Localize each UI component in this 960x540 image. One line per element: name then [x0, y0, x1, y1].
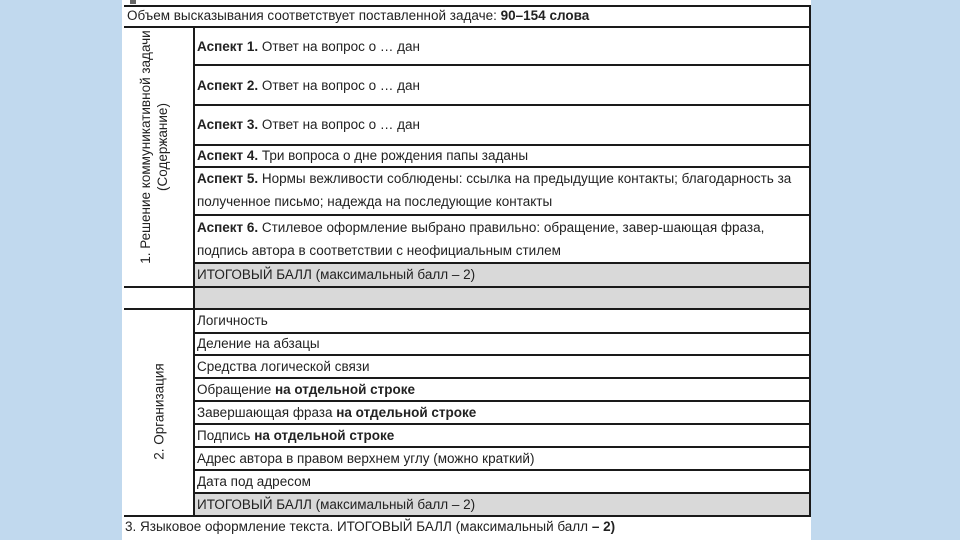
- org-row-signature: Подпись на отдельной строке: [197, 428, 395, 443]
- section3-language-total: 3. Языковое оформление текста. ИТОГОВЫЙ БАЛЛ (максимальный балл – 2): [125, 519, 616, 534]
- grid-line: [124, 286, 811, 288]
- org-row-paragraphs: Деление на абзацы: [197, 336, 320, 351]
- aspect-5: Аспект 5. Нормы вежливости соблюдены: ссылка на предыдущие контакты; благодарность за полученное письмо; надежда на последующие контакты: [197, 171, 792, 209]
- grid-line: [195, 64, 811, 66]
- spacer-shade: [195, 288, 811, 308]
- grid-line: [809, 5, 811, 515]
- aspect-3: Аспект 3. Ответ на вопрос о … дан: [197, 117, 420, 132]
- corner-mark: [130, 0, 136, 4]
- org-row-closing: Завершающая фраза на отдельной строке: [197, 405, 477, 420]
- org-row-greeting: Обращение на отдельной строке: [197, 382, 416, 397]
- org-row-address: Адрес автора в правом верхнем углу (можно краткий): [197, 451, 535, 466]
- section2-total: ИТОГОВЫЙ БАЛЛ (максимальный балл – 2): [197, 497, 476, 512]
- section1-label: 1. Решение коммуникативной задачи (Содержание): [138, 30, 170, 264]
- aspect-2: Аспект 2. Ответ на вопрос о … дан: [197, 78, 420, 93]
- aspect-4: Аспект 4. Три вопроса о дне рождения папы заданы: [197, 148, 529, 163]
- org-row-logic: Логичность: [197, 313, 268, 328]
- header-volume-requirement: Объем высказывания соответствует поставленной задаче: 90–154 слова: [127, 8, 590, 23]
- aspect-6: Аспект 6. Стилевое оформление выбрано правильно: обращение, завер-шающая фраза, подпись автора в соответствии с неофициальным стилем: [197, 220, 765, 258]
- org-row-date: Дата под адресом: [197, 474, 311, 489]
- section2-label: 2. Организация: [151, 363, 167, 460]
- grid-line: [193, 26, 195, 308]
- grid-line: [193, 308, 195, 515]
- grid-line: [195, 104, 811, 106]
- aspect-1: Аспект 1. Ответ на вопрос о … дан: [197, 39, 420, 54]
- org-row-linking: Средства логической связи: [197, 359, 370, 374]
- section1-total: ИТОГОВЫЙ БАЛЛ (максимальный балл – 2): [197, 267, 476, 282]
